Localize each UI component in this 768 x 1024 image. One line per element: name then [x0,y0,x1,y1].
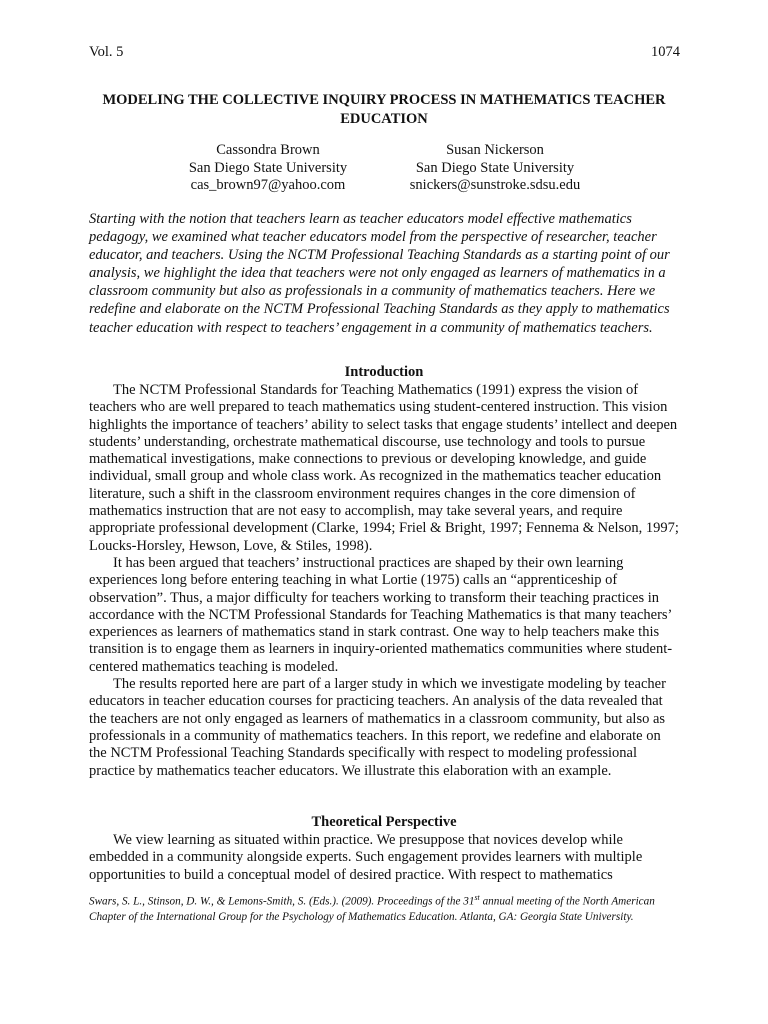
section-heading-introduction: Introduction [344,364,424,380]
paragraph: It has been argued that teachers’ instructional practices are shaped by their own learning experiences long before entering teaching in what Lortie (1975) calls an “apprenticeship of observation”. Thus, a major difficulty for teachers working to transform their teaching practices in accordance with the NCTM Professional Standards for Teaching Mathematics is that many teachers’ experiences as learners of mathematics stand in stark contrast. One way to help teachers make this transition is to engage them as learners in inquiry-oriented mathematics communities where student-centered mathematics teaching is modeled. [89,554,673,675]
paragraph: We view learning as situated within practice. We presuppose that novices develop while embedded in a community alongside experts. Such engagement provides learners with multiple opportunities to build a conceptual model of desired practice. With respect to mathematics [89,832,643,883]
page-number: 1074 [651,44,680,60]
paper-title: MODELING THE COLLECTIVE INQUIRY PROCESS IN MATHEMATICS TEACHER EDUCATION [102,92,666,127]
footnote-text-start: Swars, S. L., Stinson, D. W., & Lemons-Smith, S. (Eds.). (2009). Proceedings of the 31 [89,895,475,908]
author-block-2 [380,142,610,195]
theory-body [89,832,681,884]
abstract: Starting with the notion that teachers learn as teacher educators model effective mathematics pedagogy, we examined what teacher educators model from the perspective of researcher, teacher educator, and teachers. Using the NCTM Professional Teaching Standards as a starting point of our analysis, we highlight the idea that teachers were not only engaged as learners of mathematics in a classroom community but also as professionals in a community of mathematics teachers. Here we redefine and elaborate on the NCTM Professional Teaching Standards as they apply to mathematics teacher education with respect to teachers’ engagement in a community of mathematics teachers. [89,211,670,336]
author-email: snickers@sunstroke.sdsu.edu [409,177,581,193]
footnote-text-end: annual meeting of the North American Chapter of the International Group for the Psychology of Mathematics Education. Atlanta, GA: Georgia State University. [89,895,655,924]
author-name: Susan Nickerson [446,142,544,158]
section-heading-theory: Theoretical Perspective [311,814,457,830]
introduction-body [89,382,681,780]
volume-label: Vol. 5 [89,44,124,60]
author-email: cas_brown97@yahoo.com [190,177,346,193]
author-affiliation: San Diego State University [415,159,575,176]
proceedings-footnote [89,890,681,926]
footnote-superscript: st [474,893,480,902]
author-block-1 [168,142,368,195]
paragraph: The results reported here are part of a larger study in which we investigate modeling by teacher educators in teacher education courses for practicing teachers. An analysis of the data revealed that the teachers are not only engaged as learners of mathematics in a classroom community, but also as professionals in a community of mathematics teachers. In this report, we redefine and elaborate on the NCTM Professional Teaching Standards specifically with respect to modeling professional practice by mathematics teacher educators. We illustrate this elaboration with an example. [89,676,666,779]
paragraph: The NCTM Professional Standards for Teaching Mathematics (1991) express the vision of teachers who are well prepared to teach mathematics using student-centered instruction. This vision highlights the importance of teachers’ ability to select tasks that engage students’ intellect and deepen students’ understanding, orchestrate mathematical discourse, use technology and tools to pursue mathematical investigations, make connections to previous or developing knowledge, and guide individual, small group and whole class work. As recognized in the mathematics teacher education literature, such a shift in the classroom environment requires changes in the core dimension of mathematics instruction that are not easy to accomplish, may take several years, and require appropriate professional development (Clarke, 1994; Friel & Bright, 1997; Fennema & Nelson, 1997; Loucks-Horsley, Hewson, Love, & Stiles, 1998). [89,382,679,554]
author-name: Cassondra Brown [216,142,320,158]
author-affiliation: San Diego State University [188,159,348,176]
